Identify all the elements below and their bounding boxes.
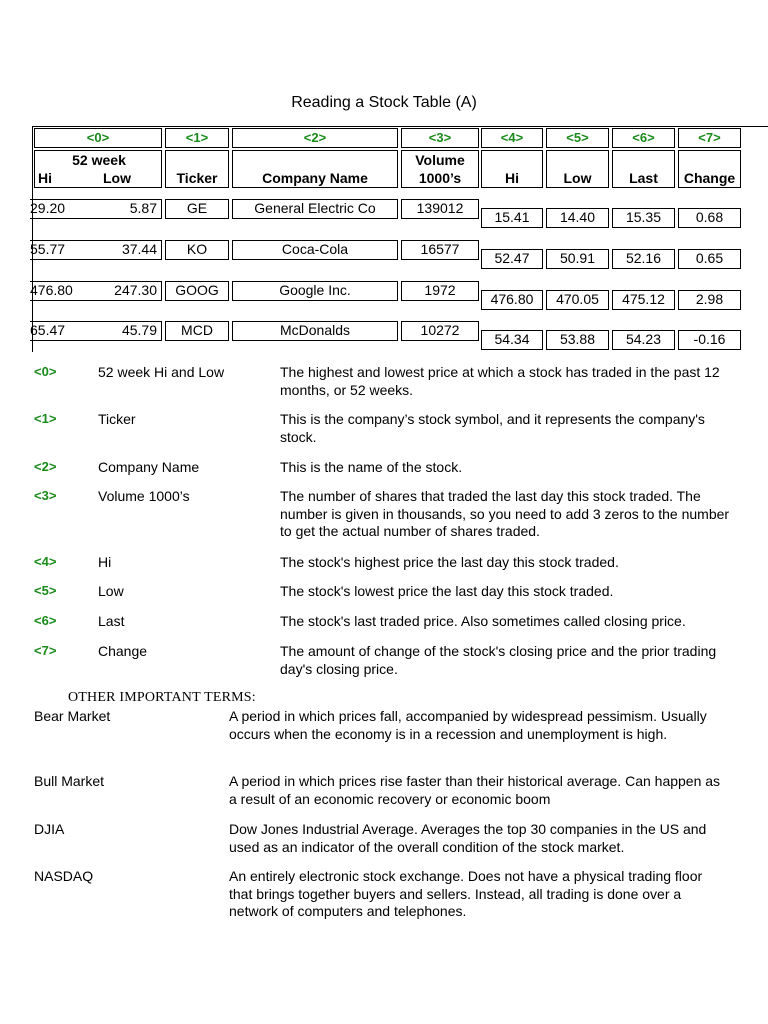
cell-last: 54.23: [612, 330, 675, 350]
term-name: Bull Market: [34, 773, 105, 789]
cell-change: 0.65: [678, 249, 741, 269]
cell-hi52: 476.80: [30, 282, 73, 298]
cell-change: -0.16: [678, 330, 741, 350]
definition-code: <1>: [34, 411, 57, 426]
cell-low52: 5.87: [129, 200, 157, 216]
cell-company: Google Inc.: [232, 281, 398, 301]
cell-company: Coca-Cola: [232, 240, 398, 260]
header-code-7: <7>: [678, 128, 741, 148]
term-name: Bear Market: [34, 708, 111, 724]
definition-desc: The stock's last traded price. Also sometimes called closing price.: [280, 613, 686, 629]
header-code-4: <4>: [481, 128, 543, 148]
cell-volume: 10272: [401, 321, 479, 341]
table-row-52week: [30, 321, 162, 341]
header-code-2: <2>: [232, 128, 398, 148]
definition-desc: The amount of change of the stock's closing price and the prior trading day's closing price.: [280, 643, 717, 677]
header-52week-label: 52 week: [72, 152, 126, 168]
cell-last: 52.16: [612, 249, 675, 269]
definition-term: Hi: [98, 554, 112, 570]
term-desc: A period in which prices fall, accompanied by widespread pessimism. Usually occurs when the economy is in a recession and unemployment is high.: [229, 708, 707, 742]
definition-term: Last: [98, 613, 125, 629]
cell-ticker: MCD: [165, 321, 229, 341]
table-row-52week: [30, 240, 162, 260]
term-name: DJIA: [34, 821, 65, 837]
cell-hi: 15.41: [481, 208, 543, 228]
definition-code: <4>: [34, 554, 57, 569]
header-volume: [401, 150, 479, 188]
cell-hi: 54.34: [481, 330, 543, 350]
header-change-label: Change: [683, 170, 736, 186]
table-row-52week: [30, 199, 162, 219]
cell-hi52: 65.47: [30, 322, 66, 338]
cell-low52: 247.30: [114, 282, 157, 298]
term-desc: A period in which prices rise faster than their historical average. Can happen as a result of an economic recovery or economic boom: [229, 773, 721, 807]
definition-code: <3>: [34, 488, 57, 503]
cell-last: 15.35: [612, 208, 675, 228]
term-name: NASDAQ: [34, 868, 94, 884]
definition-term: Low: [98, 583, 124, 599]
cell-ticker: KO: [165, 240, 229, 260]
cell-low: 14.40: [546, 208, 609, 228]
cell-low: 470.05: [546, 290, 609, 310]
cell-change: 0.68: [678, 208, 741, 228]
cell-low52: 37.44: [121, 241, 157, 257]
cell-volume: 1972: [401, 281, 479, 301]
definition-desc: The stock's highest price the last day this stock traded.: [280, 554, 619, 570]
header-change: [678, 150, 741, 188]
definition-code: <7>: [34, 643, 57, 658]
cell-hi52: 29.20: [30, 200, 66, 216]
header-volume-line2: 1000’s: [418, 170, 462, 186]
cell-ticker: GE: [165, 199, 229, 219]
header-ticker: [165, 150, 229, 188]
cell-last: 475.12: [612, 290, 675, 310]
cell-ticker: GOOG: [165, 281, 229, 301]
cell-company: General Electric Co: [232, 199, 398, 219]
cell-change: 2.98: [678, 290, 741, 310]
header-code-3: <3>: [401, 128, 479, 148]
header-company-label: Company Name: [262, 170, 368, 186]
other-terms-heading: OTHER IMPORTANT TERMS:: [68, 690, 256, 705]
definition-code: <0>: [34, 364, 57, 379]
cell-volume: 16577: [401, 240, 479, 260]
header-52week: [34, 150, 162, 188]
header-code-1: <1>: [165, 128, 229, 148]
cell-low: 50.91: [546, 249, 609, 269]
definition-term: Ticker: [98, 411, 136, 427]
table-row-52week: [30, 281, 162, 301]
cell-hi52: 55.77: [30, 241, 66, 257]
page-title: Reading a Stock Table (A): [291, 94, 477, 111]
term-desc: An entirely electronic stock exchange. Does not have a physical trading floor that brings together buyers and sellers. Instead, all trading is done over a network of computers and telephones.: [229, 868, 703, 919]
cell-low52: 45.79: [121, 322, 157, 338]
definition-term: 52 week Hi and Low: [98, 364, 225, 380]
cell-volume: 139012: [401, 199, 479, 219]
definition-code: <6>: [34, 613, 57, 628]
header-volume-line1: Volume: [415, 152, 465, 168]
definition-term: Change: [98, 643, 148, 659]
header-code-0: <0>: [34, 128, 162, 148]
definition-term: Volume 1000’s: [98, 488, 190, 504]
definition-desc: The number of shares that traded the last day this stock traded. The number is given in thousands, so you need to add 3 zeros to the number to get the actual number of shares traded.: [280, 488, 730, 539]
header-last: [612, 150, 675, 188]
header-52week-low: Low: [103, 170, 131, 186]
header-code-6: <6>: [612, 128, 675, 148]
definition-term: Company Name: [98, 459, 200, 475]
definition-code: <5>: [34, 583, 57, 598]
header-company: [232, 150, 398, 188]
header-last-label: Last: [629, 170, 658, 186]
header-day-hi-label: Hi: [505, 170, 519, 186]
cell-hi: 52.47: [481, 249, 543, 269]
header-day-low-label: Low: [563, 170, 592, 186]
definition-code: <2>: [34, 459, 57, 474]
definition-desc: The highest and lowest price at which a stock has traded in the past 12 months, or 52 weeks.: [280, 364, 720, 398]
header-code-5: <5>: [546, 128, 609, 148]
cell-company: McDonalds: [232, 321, 398, 341]
term-desc: Dow Jones Industrial Average. Averages the top 30 companies in the US and used as an indicator of the overall condition of the stock market.: [229, 821, 707, 855]
cell-low: 53.88: [546, 330, 609, 350]
definition-desc: This is the name of the stock.: [280, 459, 463, 475]
header-52week-hi: Hi: [38, 170, 52, 186]
definition-desc: This is the company’s stock symbol, and it represents the company's stock.: [280, 411, 705, 445]
header-ticker-label: Ticker: [176, 170, 218, 186]
definition-desc: The stock's lowest price the last day this stock traded.: [280, 583, 614, 599]
cell-hi: 476.80: [481, 290, 543, 310]
header-day-hi: [481, 150, 543, 188]
header-day-low: [546, 150, 609, 188]
